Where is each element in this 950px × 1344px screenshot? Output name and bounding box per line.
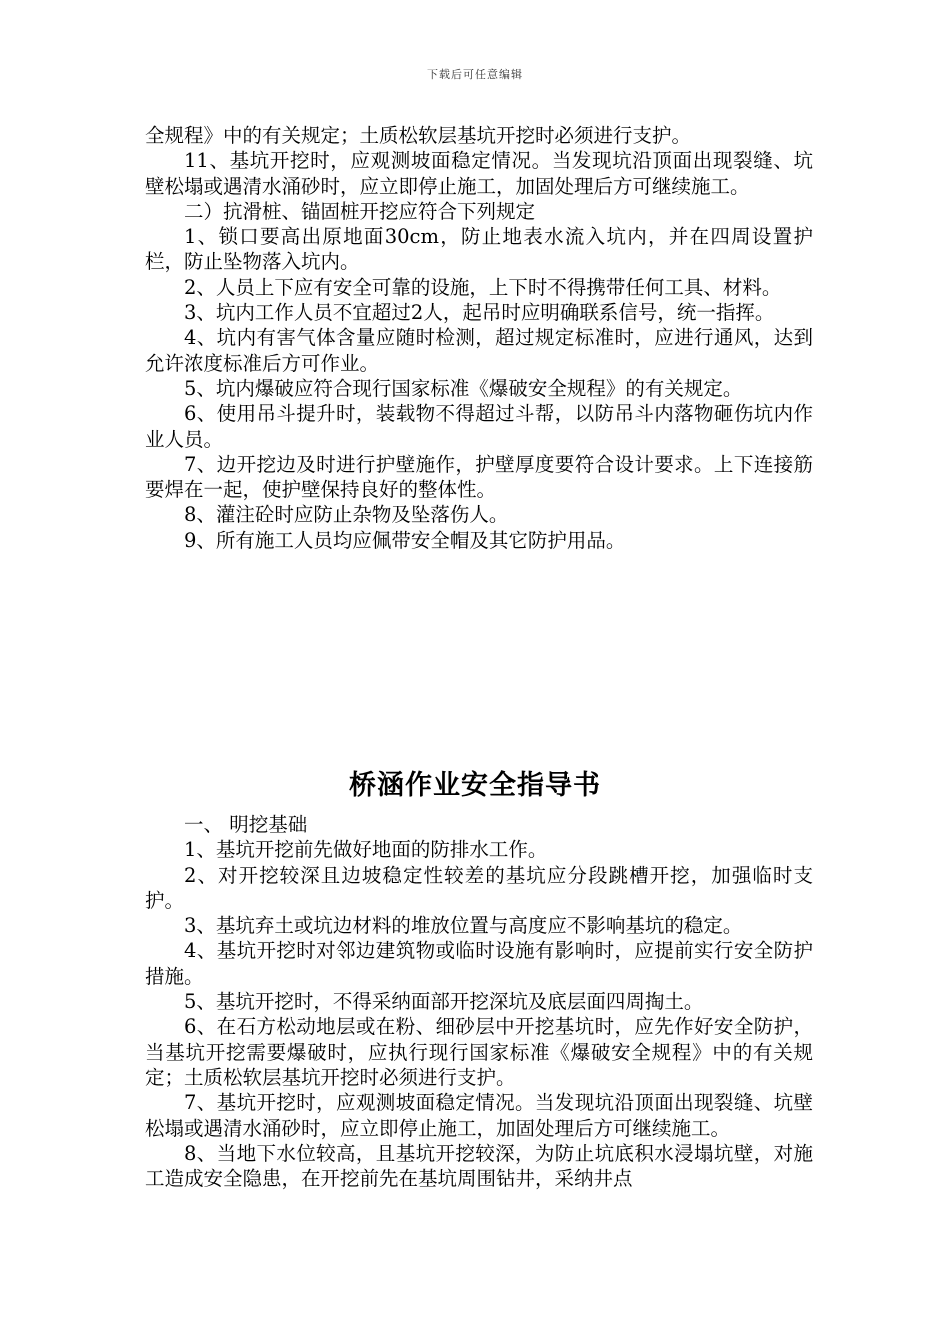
paragraph: 3、坑内工作人员不宜超过2人，起吊时应明确联系信号，统一指挥。	[184, 301, 775, 325]
paragraph: 9、所有施工人员均应佩带安全帽及其它防护用品。	[184, 528, 626, 552]
paragraph: 7、边开挖边及时进行护壁施作，护壁厚度要符合设计要求。上下连接筋要焊在一起，使护壁保持良好的整体性。	[145, 452, 813, 502]
subsection-heading: 二）抗滑桩、锚固桩开挖应符合下列规定	[184, 199, 536, 223]
paragraph: 5、基坑开挖时，不得采纳面部开挖深坑及底层面四周掏土。	[184, 990, 704, 1014]
paragraph: 2、人员上下应有安全可靠的设施，上下时不得携带任何工具、材料。	[184, 275, 782, 299]
page-header-note: 下载后可任意编辑	[427, 68, 523, 81]
section-continued-excavation-rules	[145, 123, 813, 553]
paragraph: 8、灌注砼时应防止杂物及坠落伤人。	[184, 503, 509, 527]
subsection-heading: 一、 明挖基础	[184, 813, 308, 836]
paragraph: 1、锁口要高出原地面30cm，防止地表水流入坑内，并在四周设置护栏，防止坠物落入坑内。	[145, 225, 813, 274]
paragraph: 5、坑内爆破应符合现行国家标准《爆破安全规程》的有关规定。	[184, 376, 743, 400]
paragraph: 4、基坑开挖时对邻边建筑物或临时设施有影响时，应提前实行安全防护措施。	[145, 939, 813, 988]
paragraph: 4、坑内有害气体含量应随时检测，超过规定标准时，应进行通风，达到允许浓度标准后方可作业。	[145, 326, 813, 375]
paragraph: 6、使用吊斗提升时，装载物不得超过斗帮，以防吊斗内落物砸伤坑内作业人员。	[145, 402, 813, 451]
section-bridge-culvert-guide	[145, 812, 813, 1191]
paragraph: 3、基坑弃土或坑边材料的堆放位置与高度应不影响基坑的稳定。	[184, 914, 743, 938]
paragraph: 6、在石方松动地层或在粉、细砂层中开挖基坑时，应先作好安全防护，当基坑开挖需要爆破时，应执行现行国家标准《爆破安全规程》中的有关规定；土质松软层基坑开挖时必须进行支护。	[145, 1015, 813, 1089]
paragraph: 1、基坑开挖前先做好地面的防排水工作。	[184, 838, 548, 862]
paragraph: 11、基坑开挖时，应观测坡面稳定情况。当发现坑沿顶面出现裂缝、坑壁松塌或遇清水涌砂时，应立即停止施工，加固处理后方可继续施工。	[145, 149, 813, 198]
paragraph: 全规程》中的有关规定；土质松软层基坑开挖时必须进行支护。	[145, 124, 692, 147]
document-title: 桥涵作业安全指导书	[349, 770, 601, 801]
paragraph: 2、对开挖较深且边坡稳定性较差的基坑应分段跳槽开挖，加强临时支护。	[145, 863, 813, 912]
paragraph: 7、基坑开挖时，应观测坡面稳定情况。当发现坑沿顶面出现裂缝、坑壁松塌或遇清水涌砂时，应立即停止施工，加固处理后方可继续施工。	[145, 1091, 813, 1140]
paragraph: 8、当地下水位较高，且基坑开挖较深，为防止坑底积水浸塌坑壁，对施工造成安全隐患，在开挖前先在基坑周围钻井，采纳井点	[145, 1141, 813, 1191]
